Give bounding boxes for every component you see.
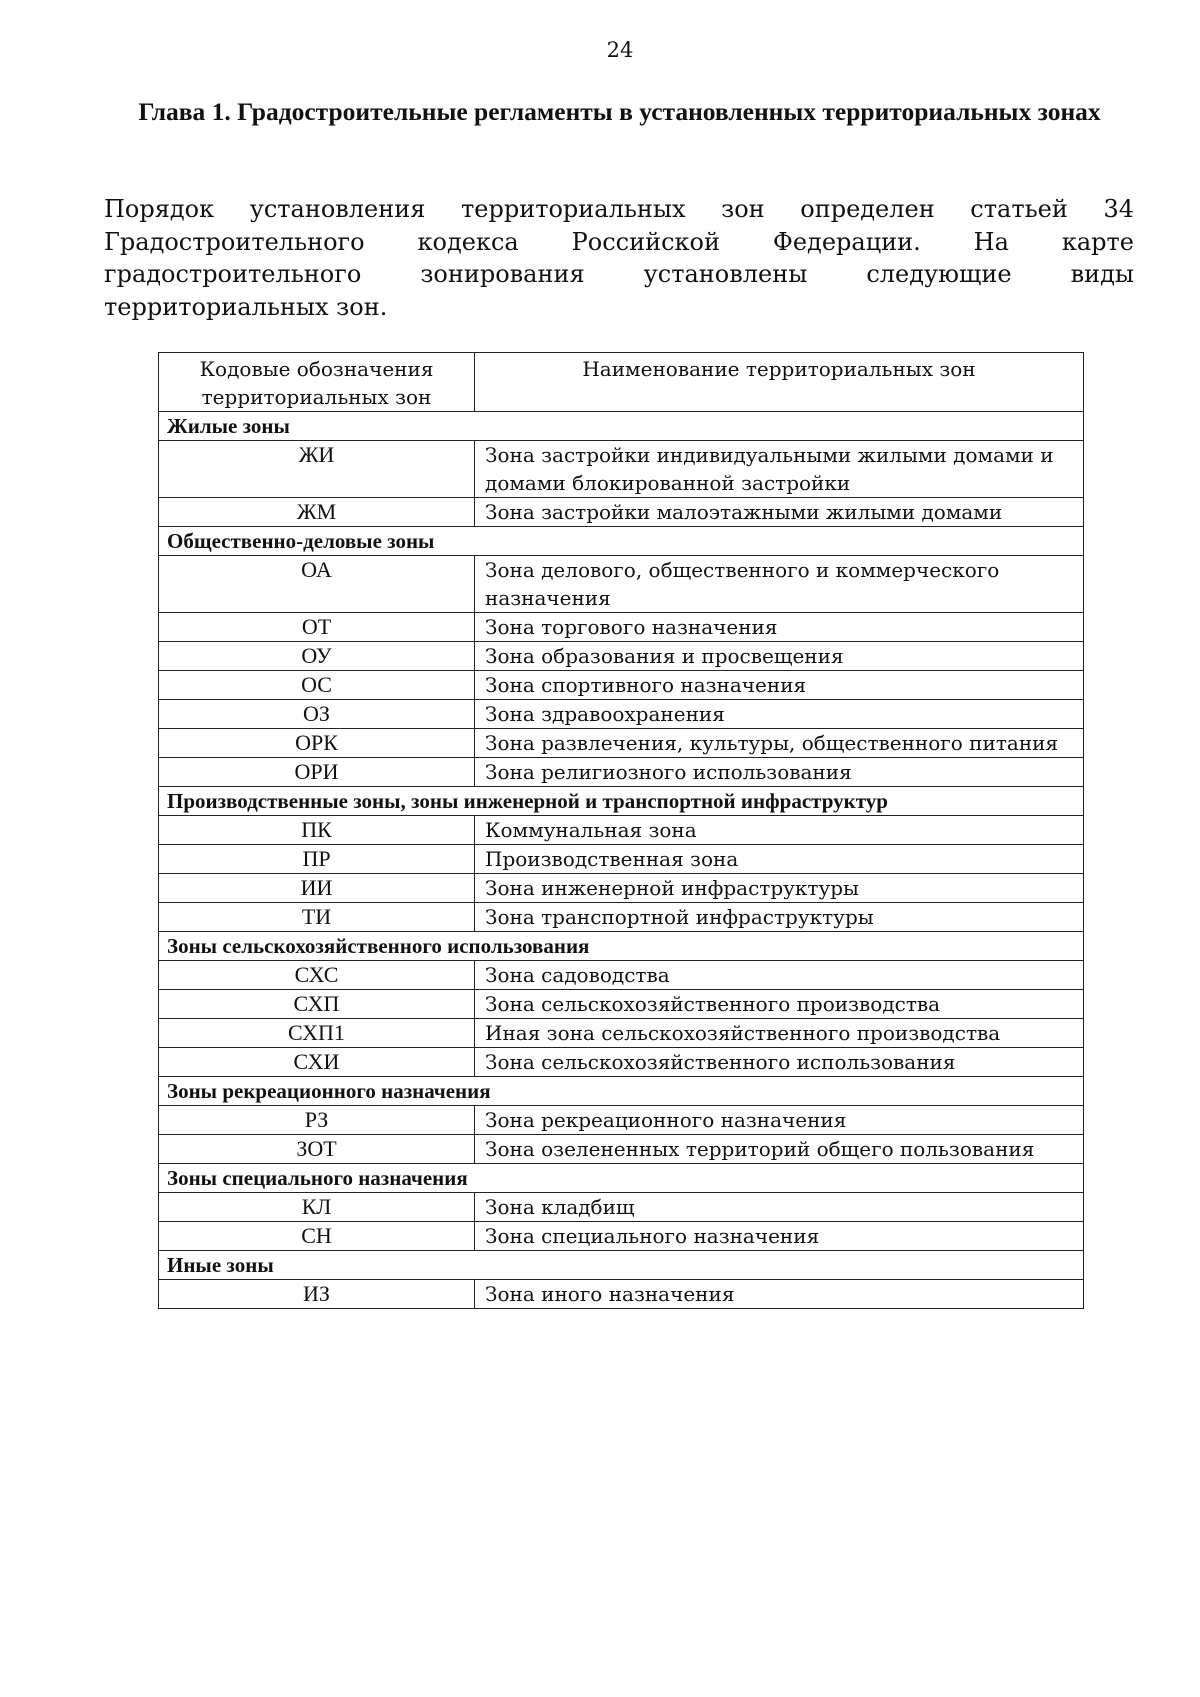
table-row [159, 845, 1084, 874]
table-row [159, 816, 1084, 845]
zone-name: Зона сельскохозяйственного производства [475, 990, 1084, 1019]
table-row [159, 441, 1084, 498]
table-row [159, 1193, 1084, 1222]
zone-name: Зона инженерной инфраструктуры [475, 874, 1084, 903]
zone-group-title: Производственные зоны, зоны инженерной и транспортной инфраструктур [159, 787, 1084, 816]
zone-name: Зона специального назначения [475, 1222, 1084, 1251]
zone-name: Зона делового, общественного и коммерческого назначения [475, 556, 1084, 613]
zone-code: СХИ [159, 1048, 475, 1077]
territorial-zones-table [158, 352, 1084, 1309]
zone-group-title: Иные зоны [159, 1251, 1084, 1280]
zone-code: СН [159, 1222, 475, 1251]
intro-paragraph: Порядок установления территориальных зон определен статьей 34 Градостроительного кодекса Российской Федерации. На карте градостроительного зонирования установлены следующие виды территориальных зон. [104, 195, 1134, 321]
zone-name: Производственная зона [475, 845, 1084, 874]
table-row [159, 1135, 1084, 1164]
zone-name: Иная зона сельскохозяйственного производства [475, 1019, 1084, 1048]
zone-code: ПР [159, 845, 475, 874]
table-row [159, 1048, 1084, 1077]
zone-code: ЗОТ [159, 1135, 475, 1164]
table-row [159, 758, 1084, 787]
table-row [159, 700, 1084, 729]
zone-group-row [159, 1164, 1084, 1193]
zones-table-body [159, 353, 1084, 1309]
table-row [159, 961, 1084, 990]
zone-code: ТИ [159, 903, 475, 932]
zone-group-title: Общественно-деловые зоны [159, 527, 1084, 556]
table-row [159, 613, 1084, 642]
zone-name: Зона здравоохранения [475, 700, 1084, 729]
zone-group-row [159, 527, 1084, 556]
zone-name: Зона развлечения, культуры, общественного питания [475, 729, 1084, 758]
zone-name: Зона застройки индивидуальными жилыми домами и домами блокированной застройки [475, 441, 1084, 498]
header-code-column: Кодовые обозначения территориальных зон [159, 353, 475, 412]
header-name-column: Наименование территориальных зон [475, 353, 1084, 412]
zone-code: ОЗ [159, 700, 475, 729]
zone-name: Зона застройки малоэтажными жилыми домами [475, 498, 1084, 527]
zone-name: Коммунальная зона [475, 816, 1084, 845]
zone-code: ЖМ [159, 498, 475, 527]
zone-group-row [159, 787, 1084, 816]
zone-code: ОС [159, 671, 475, 700]
table-row [159, 903, 1084, 932]
zone-code: РЗ [159, 1106, 475, 1135]
zone-code: СХП [159, 990, 475, 1019]
zone-code: ИИ [159, 874, 475, 903]
table-row [159, 729, 1084, 758]
zone-name: Зона сельскохозяйственного использования [475, 1048, 1084, 1077]
chapter-title: Глава 1. Градостроительные регламенты в установленных территориальных зонах [138, 97, 1101, 126]
zone-name: Зона садоводства [475, 961, 1084, 990]
zone-code: СХП1 [159, 1019, 475, 1048]
table-row [159, 556, 1084, 613]
zone-group-row [159, 1251, 1084, 1280]
page-number: 24 [606, 38, 634, 62]
zone-code: ОТ [159, 613, 475, 642]
zone-name: Зона образования и просвещения [475, 642, 1084, 671]
zone-group-title: Зоны специального назначения [159, 1164, 1084, 1193]
zone-group-row [159, 412, 1084, 441]
zone-code: ИЗ [159, 1280, 475, 1309]
zone-name: Зона рекреационного назначения [475, 1106, 1084, 1135]
table-row [159, 990, 1084, 1019]
table-row [159, 498, 1084, 527]
table-row [159, 874, 1084, 903]
zone-group-title: Зоны сельскохозяйственного использования [159, 932, 1084, 961]
zone-group-row [159, 1077, 1084, 1106]
table-row [159, 1222, 1084, 1251]
zone-code: СХС [159, 961, 475, 990]
table-row [159, 1280, 1084, 1309]
zone-group-title: Зоны рекреационного назначения [159, 1077, 1084, 1106]
zone-name: Зона транспортной инфраструктуры [475, 903, 1084, 932]
zone-name: Зона спортивного назначения [475, 671, 1084, 700]
table-row [159, 1019, 1084, 1048]
zone-code: ПК [159, 816, 475, 845]
zone-group-row [159, 932, 1084, 961]
zone-code: ОРК [159, 729, 475, 758]
zone-code: КЛ [159, 1193, 475, 1222]
zone-name: Зона иного назначения [475, 1280, 1084, 1309]
zone-name: Зона торгового назначения [475, 613, 1084, 642]
table-row [159, 642, 1084, 671]
zone-code: ЖИ [159, 441, 475, 498]
zone-name: Зона озелененных территорий общего пользования [475, 1135, 1084, 1164]
zone-code: ОА [159, 556, 475, 613]
zone-code: ОУ [159, 642, 475, 671]
zone-name: Зона кладбищ [475, 1193, 1084, 1222]
zone-name: Зона религиозного использования [475, 758, 1084, 787]
table-header-row [159, 353, 1084, 412]
table-row [159, 1106, 1084, 1135]
zone-group-title: Жилые зоны [159, 412, 1084, 441]
table-row [159, 671, 1084, 700]
zone-code: ОРИ [159, 758, 475, 787]
